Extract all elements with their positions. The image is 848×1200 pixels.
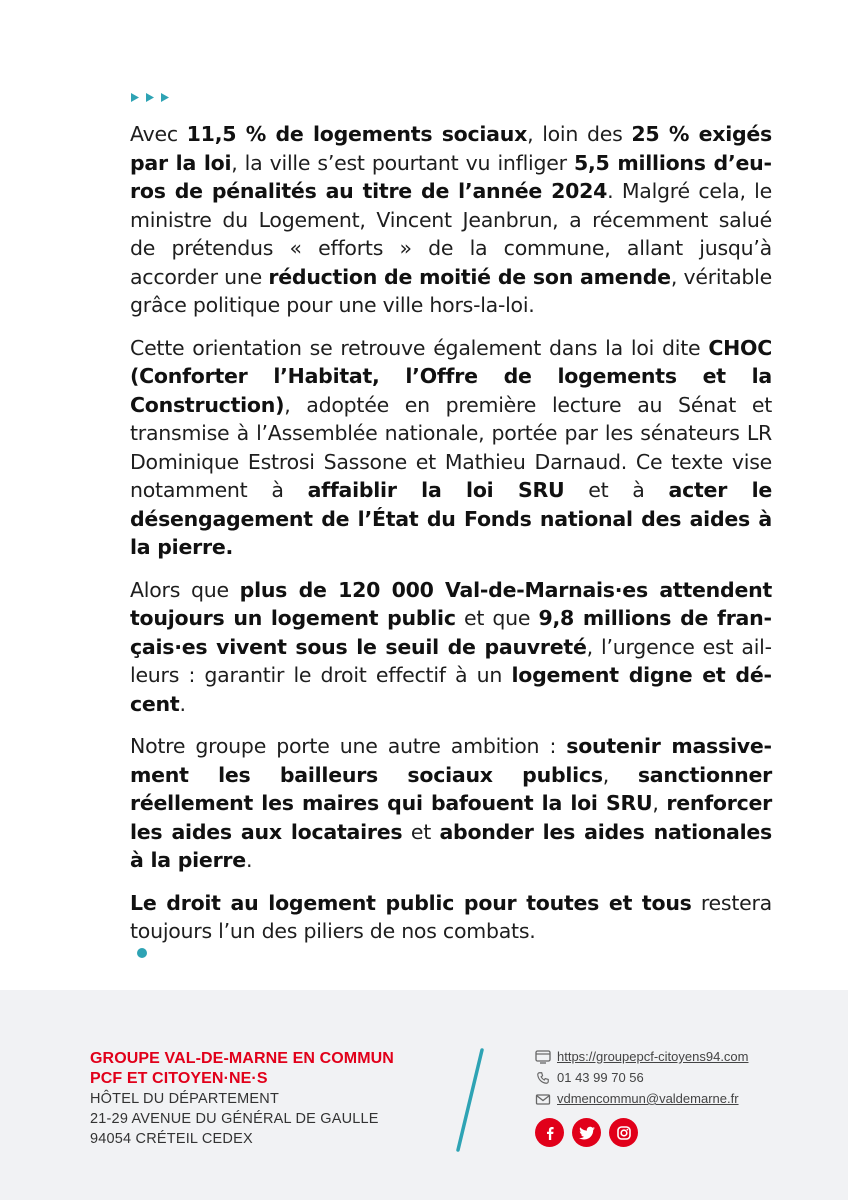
text-run: et que [455,606,539,630]
text-run: Cette orientation se retrouve également dans la loi dite [130,335,709,360]
address-line: 94054 CRÉTEIL CEDEX [90,1131,253,1147]
bold-text: CHOC (Conforter l’Habitat, l’Offre de logements et la Construction) [130,335,772,417]
contacts [535,1046,749,1109]
bold-text: sanctionner réellement les maires qui bafouent la loi SRU [130,762,772,815]
text-run: et à [564,478,669,502]
bold-text: réduction de moitié de son amende [268,264,671,289]
web-icon [535,1050,551,1064]
bold-text: 9,8 millions de français·es vivent sous le seuil de pauvreté [130,606,772,659]
bold-text: acter le désengagement de l’État du Fonds national des aides à la pierre. [130,478,772,559]
section-arrows [131,93,169,102]
text-run: , [602,762,638,787]
text-run: Avec [130,122,187,146]
bold-text: 11,5 % de logements sociaux [186,122,528,146]
end-bullet [137,948,147,958]
text-run: et [402,819,440,844]
paragraph [130,732,772,875]
twitter-button[interactable] [572,1118,601,1147]
bold-text: Le droit au logement public pour toutes et tous [130,890,692,915]
group-name: GROUPE VAL-DE-MARNE EN COMMUN [90,1050,394,1067]
social-links [535,1118,638,1147]
website-link[interactable]: https://groupepcf-citoyens94.com [557,1049,749,1064]
text-run: , loin des [527,122,632,146]
text-run: . Malgré cela, le ministre du Logement, Vincent Jeanbrun, a récemment salué de prétendus « efforts » de la commune, allant jusqu’à accorder une [130,179,772,289]
bold-text: soutenir massivement les bailleurs sociaux publics [130,734,773,787]
text-run: , adoptée en première lecture au Sénat et transmise à l’Assemblée nationale, portée par les sénateurs LR Dominique Estrosi Sassone et Mathieu Darnaud. Ce texte vise notamment à [130,392,772,502]
text-run: . [179,691,186,716]
text-run: , la ville s’est pourtant vu infliger [231,150,574,175]
phone-row [535,1067,749,1088]
paragraph [130,889,772,946]
instagram-button[interactable] [609,1118,638,1147]
group-subtitle: PCF ET CITOYEN·NE·S [90,1070,268,1087]
paragraph [130,120,772,320]
text-run: Notre groupe porte une autre ambition : [130,734,567,758]
arrow-right-icon [131,93,139,102]
address-line: HÔTEL DU DÉPARTEMENT [90,1091,280,1107]
text-run: , [652,791,667,815]
bold-text: logement digne et décent [130,663,772,716]
email-row[interactable] [535,1088,749,1109]
bold-text: renforcer les aides aux locataires [130,791,772,844]
bold-text: affaiblir la loi SRU [307,478,565,502]
text-run: Alors que [130,577,240,602]
arrow-right-icon [146,93,154,102]
group-info [90,1049,394,1149]
facebook-icon [542,1125,558,1141]
bold-text: 25 % exigés par la loi [130,122,772,175]
email-icon [535,1092,551,1106]
text-run: , véritable grâce politique pour une ville hors-la-loi. [130,264,772,317]
paragraph [130,334,772,562]
arrow-right-icon [161,93,169,102]
text-run: , l’urgence est ailleurs : garantir le droit effectif à un [130,634,772,687]
article-body [130,120,772,960]
text-run: . [245,848,253,872]
email-link[interactable]: vdmencommun@valdemarne.fr [557,1091,739,1106]
twitter-icon [578,1125,596,1141]
bold-text: 5,5 millions d’euros de pénalités au titre de l’année 2024 [130,150,773,203]
bold-text: abonder les aides nationales à la pierre [130,819,772,872]
instagram-icon [616,1125,632,1141]
paragraph [130,576,772,719]
phone-number: 01 43 99 70 56 [557,1070,644,1085]
phone-icon [535,1071,551,1085]
facebook-button[interactable] [535,1118,564,1147]
address-line: 21-29 AVENUE DU GÉNÉRAL DE GAULLE [90,1111,379,1127]
bold-text: plus de 120 000 Val-de-Marnais·es attendent toujours un logement public [130,577,772,630]
divider-slash [455,1048,485,1152]
website-row[interactable] [535,1046,749,1067]
text-run: restera toujours l’un des piliers de nos combats. [130,890,772,943]
